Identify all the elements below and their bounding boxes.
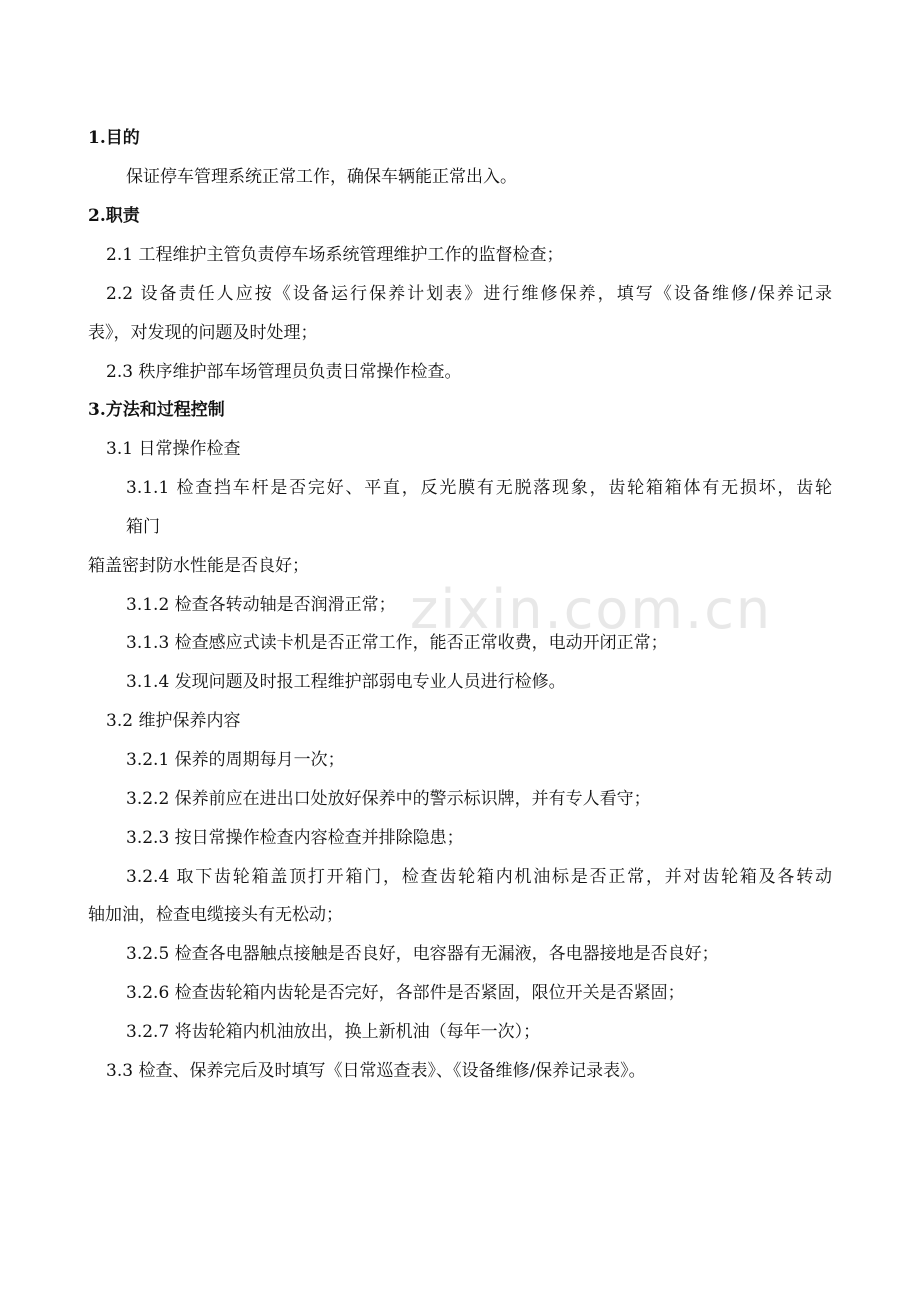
section-heading-duties: 2.职责 — [88, 206, 140, 226]
subsection-3-2: 3.2 维护保养内容 — [106, 711, 241, 731]
item-3-1-1-line-2: 箱门 — [126, 517, 160, 537]
item-3-2-7: 3.2.7 将齿轮箱内机油放出，换上新机油（每年一次）； — [126, 1022, 541, 1042]
duty-item-2-3: 2.3 秩序维护部车场管理员负责日常操作检查。 — [106, 362, 462, 382]
subsection-3-1: 3.1 日常操作检查 — [106, 439, 241, 459]
item-3-1-1-line-3: 箱盖密封防水性能是否良好； — [88, 556, 309, 576]
subsection-3-3: 3.3 检查、保养完后及时填写《日常巡查表》、《设备维修/保养记录表》。 — [106, 1061, 646, 1081]
section-heading-method: 3.方法和过程控制 — [88, 400, 225, 420]
item-3-2-4-line-2: 轴加油，检查电缆接头有无松动； — [88, 905, 343, 925]
item-3-1-1-line-1: 3.1.1 检查挡车杆是否完好、平直，反光膜有无脱落现象，齿轮箱箱体有无损坏，齿轮 — [126, 478, 832, 498]
item-3-2-2: 3.2.2 保养前应在进出口处放好保养中的警示标识牌，并有专人看守； — [126, 789, 651, 809]
item-3-2-3: 3.2.3 按日常操作检查内容检查并排除隐患； — [126, 828, 464, 848]
item-3-2-6: 3.2.6 检查齿轮箱内齿轮是否完好，各部件是否紧固，限位开关是否紧固； — [126, 983, 685, 1003]
duty-item-2-2-line-1: 2.2 设备责任人应按《设备运行保养计划表》进行维修保养，填写《设备维修/保养记录 — [106, 284, 832, 304]
item-3-2-5: 3.2.5 检查各电器触点接触是否良好，电容器有无漏液，各电器接地是否良好； — [126, 944, 719, 964]
item-3-1-3: 3.1.3 检查感应式读卡机是否正常工作，能否正常收费，电动开闭正常； — [126, 633, 668, 653]
item-3-1-4: 3.1.4 发现问题及时报工程维护部弱电专业人员进行检修。 — [126, 672, 566, 692]
section-heading-purpose: 1.目的 — [88, 128, 140, 148]
item-3-1-2: 3.1.2 检查各转动轴是否润滑正常； — [126, 595, 396, 615]
duty-item-2-2-line-2: 表》，对发现的问题及时处理； — [88, 323, 318, 343]
item-3-2-4-line-1: 3.2.4 取下齿轮箱盖顶打开箱门，检查齿轮箱内机油标是否正常，并对齿轮箱及各转动 — [126, 867, 832, 887]
duty-item-2-1: 2.1 工程维护主管负责停车场系统管理维护工作的监督检查； — [106, 245, 564, 265]
item-3-2-1: 3.2.1 保养的周期每月一次； — [126, 750, 345, 770]
purpose-text: 保证停车管理系统正常工作，确保车辆能正常出入。 — [126, 167, 517, 187]
watermark: zixin.com.cn — [410, 578, 773, 641]
